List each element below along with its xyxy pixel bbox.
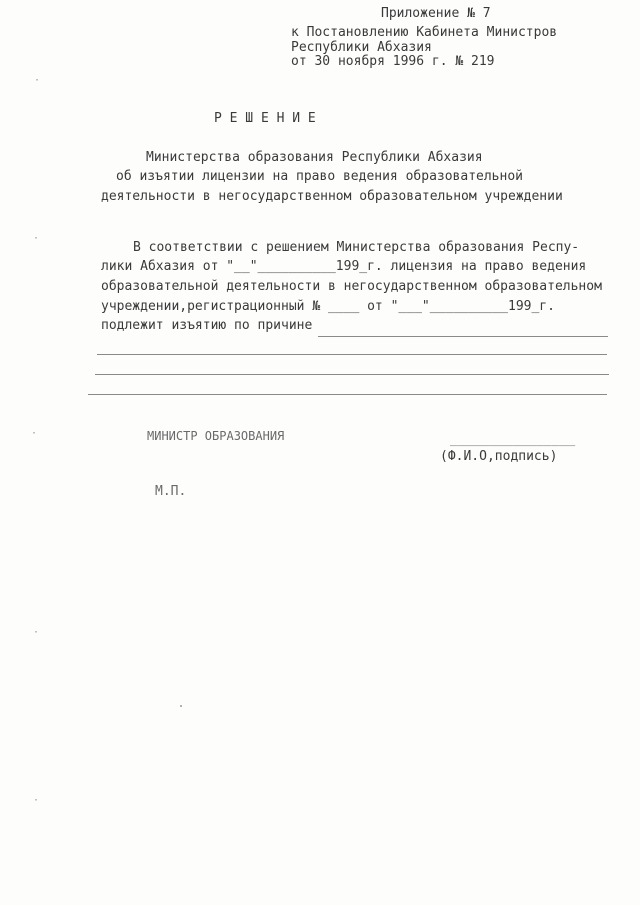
subtitle-line-3: деятельности в негосударственном образовательном учреждении: [101, 189, 563, 204]
signature-blank: ________________: [450, 432, 576, 447]
reason-blank-line-3: [95, 374, 609, 375]
subtitle-line-1: Министерства образования Республики Абхазия: [146, 150, 483, 165]
body-line-5: подлежит изъятию по причине: [101, 318, 313, 333]
signature-caption: (Ф.И.О,подпись): [440, 449, 558, 464]
body-line-1: В соответствии с решением Министерства образования Респу-: [133, 240, 580, 255]
reason-blank-line-1: [318, 336, 608, 337]
resolution-line-2: Республики Абхазия: [291, 40, 432, 55]
binding-hole-mark-2: ·: [33, 233, 40, 244]
reason-blank-line-2: [97, 354, 607, 355]
binding-hole-mark-3: ·: [31, 428, 38, 439]
body-line-3: образовательной деятельности в негосударственном образовательном: [101, 279, 602, 294]
body-line-4: учреждении,регистрационный № ____ от "___"__________199_г.: [101, 299, 555, 314]
resolution-line-3: от 30 ноября 1996 г. № 219: [291, 54, 495, 69]
binding-hole-mark-1: ·: [34, 75, 41, 86]
body-line-2: лики Абхазия от "__"__________199_г. лицензия на право ведения: [101, 259, 587, 274]
appendix-label: Приложение № 7: [381, 6, 491, 21]
resolution-line-1: к Постановлению Кабинета Министров: [291, 25, 558, 40]
binding-hole-mark-4: ·: [33, 627, 40, 638]
document-title: Р Е Ш Е Н И Е: [214, 111, 316, 126]
subtitle-line-2: об изъятии лицензии на право ведения образовательной: [116, 169, 523, 184]
scan-speck: [180, 705, 182, 707]
signatory-position: МИНИСТР ОБРАЗОВАНИЯ: [147, 429, 285, 443]
reason-blank-line-4: [88, 394, 607, 395]
binding-hole-mark-5: ·: [33, 795, 40, 806]
stamp-placeholder: М.П.: [155, 484, 187, 499]
